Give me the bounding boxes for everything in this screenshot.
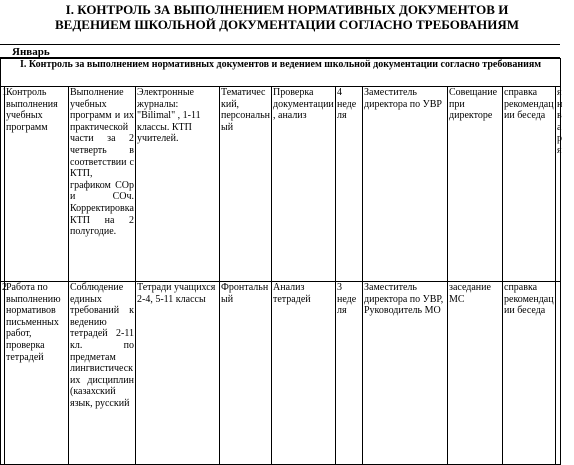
cell-object: Электронные журналы: "Bilimal" , 1-11 классы. КТП учителей. [136,87,220,282]
document-title [0,2,574,32]
cell-result: справка рекомендации беседа [503,87,556,282]
cell-term: 4 неделя [336,87,363,282]
cell-goal: Выполнение учебных программ и их практической части за 2 четверть в соответствии с КТП, графиком СОр и СОч. Корректировка КТП на 2 полугодие. [69,87,136,282]
table-row [1,87,561,282]
cell-type: Тематический, персональный [220,87,272,282]
cell-extra [556,282,561,465]
month-heading: Январь [0,44,560,58]
section-heading: I. Контроль за выполнением нормативных документов и ведением школьной документации согласно требованиям [1,59,561,87]
cell-object: Тетради учащихся 2-4, 5-11 классы [136,282,220,465]
cell-result: справка рекомендации беседа [503,282,556,465]
cell-method: Анализ тетрадей [272,282,336,465]
cell-topic: Контроль выполнения учебных программ [5,87,69,282]
cell-goal: Соблюдение единых требований к ведению тетрадей 2-11 кл. по предметам лингвистических дисциплин (казахский язык, русский [69,282,136,465]
row-number: 2 [1,282,5,465]
control-table [0,58,561,465]
cell-place: Совещание при директоре [448,87,503,282]
title-line-2: ВЕДЕНИЕМ ШКОЛЬНОЙ ДОКУМЕНТАЦИИ СОГЛАСНО ТРЕБОВАНИЯМ [54,17,519,32]
cell-extra: января [556,87,561,282]
cell-type: Фронтальный [220,282,272,465]
row-number: 1 [1,87,5,282]
title-line-1: I. КОНТРОЛЬ ЗА ВЫПОЛНЕНИЕМ НОРМАТИВНЫХ ДОКУМЕНТОВ И [65,2,509,17]
table-row [1,282,561,465]
cell-responsible: Заместитель директора по УВР [363,87,448,282]
section-heading-row [1,59,561,87]
cell-term: 3 неделя [336,282,363,465]
cell-topic: Работа по выполнению нормативов письменных работ, проверка тетрадей [5,282,69,465]
cell-responsible: Заместитель директора по УВР, Руководитель МО [363,282,448,465]
cell-method: Проверка документации, анализ [272,87,336,282]
cell-place: заседание МС [448,282,503,465]
